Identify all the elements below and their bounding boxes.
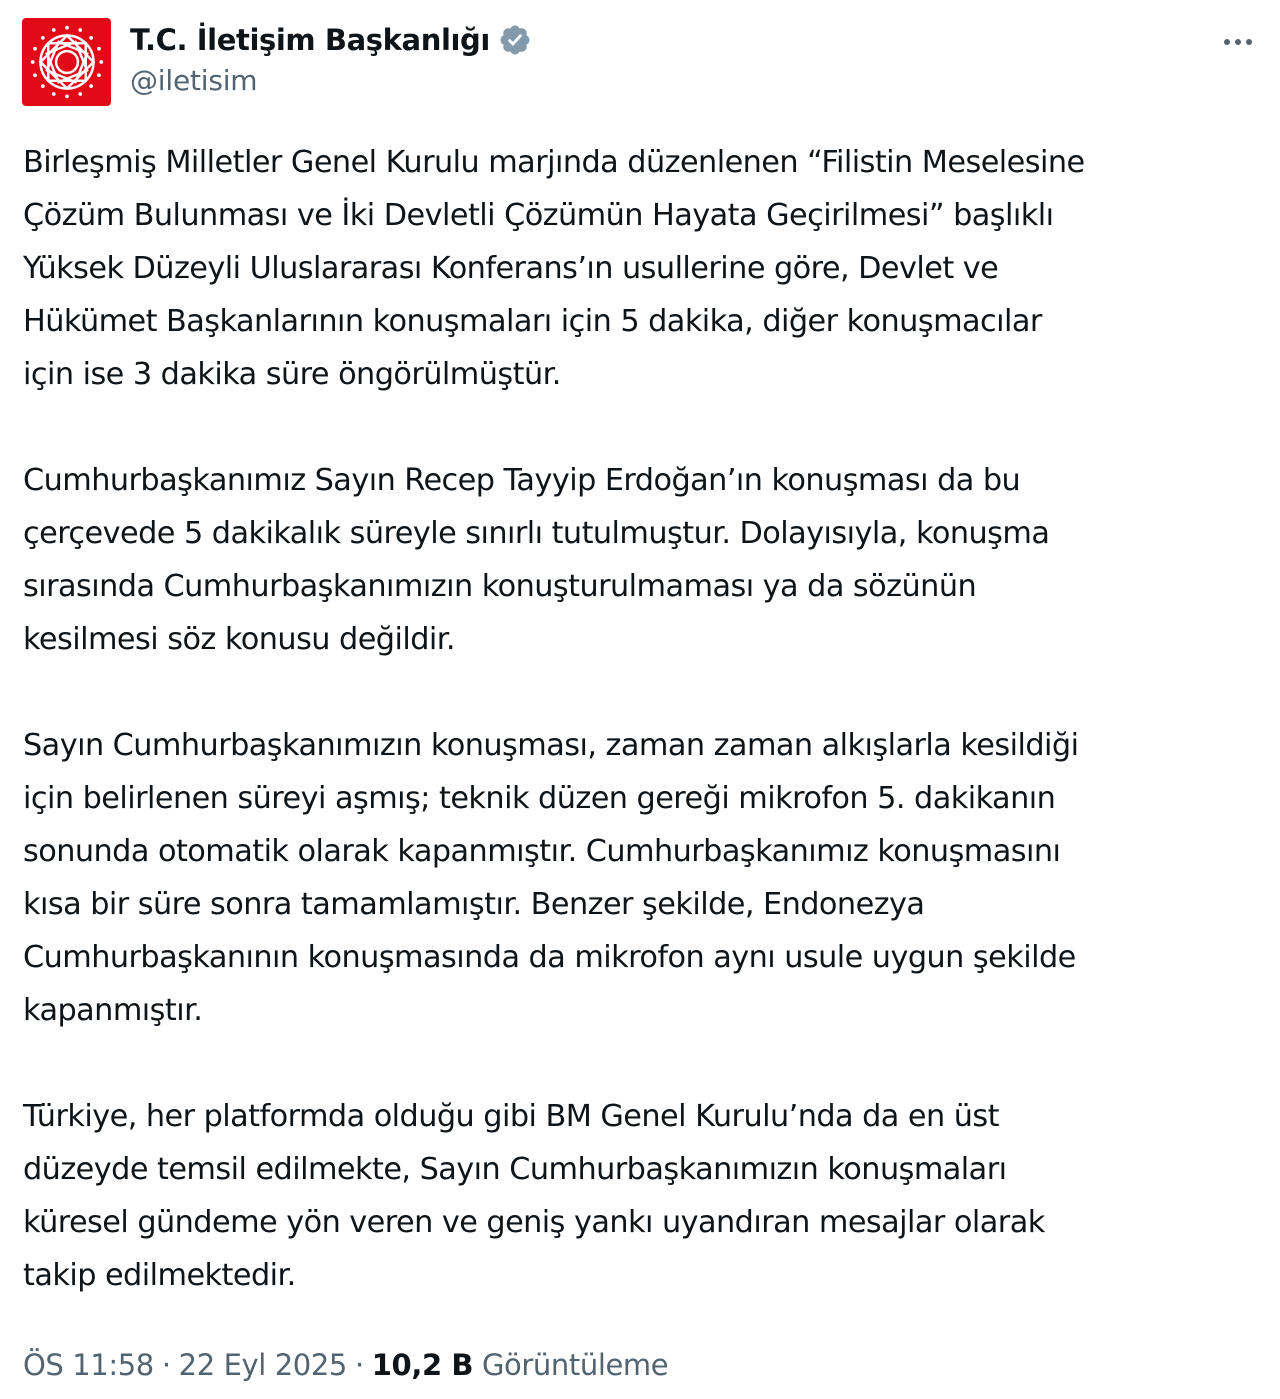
text-line: için belirlenen süreyi aşmış; teknik düzen gereği mikrofon 5. dakikanın — [23, 781, 1056, 816]
text-line: Türkiye, her platformda olduğu gibi BM Genel Kurulu’nda da en üst — [23, 1099, 999, 1134]
text-line: Cumhurbaşkanının konuşmasında da mikrofon aynı usule uygun şekilde — [23, 940, 1076, 975]
tweet-paragraph-4 — [23, 1090, 1275, 1302]
more-options-icon[interactable] — [1216, 22, 1260, 62]
meta-separator: · — [161, 1348, 171, 1382]
text-line: Sayın Cumhurbaşkanımızın konuşması, zaman zaman alkışlarla kesildiği — [23, 728, 1079, 763]
views-count: 10,2 B — [371, 1348, 474, 1382]
avatar[interactable] — [22, 18, 111, 106]
crescent-star-seal-icon — [28, 23, 106, 101]
text-line: takip edilmektedir. — [23, 1258, 296, 1293]
more-dot — [1224, 39, 1230, 45]
text-line: kesilmesi söz konusu değildir. — [23, 622, 455, 657]
text-line: Cumhurbaşkanımız Sayın Recep Tayyip Erdoğan’ın konuşması da bu — [23, 463, 1021, 498]
text-line: Çözüm Bulunması ve İki Devletli Çözümün Hayata Geçirilmesi” başlıklı — [23, 198, 1054, 233]
tweet-date: 22 Eyl 2025 — [178, 1348, 347, 1382]
text-line: sırasında Cumhurbaşkanımızın konuşturulmaması ya da sözünün — [23, 569, 977, 604]
tweet-time: ÖS 11:58 — [23, 1348, 154, 1382]
tweet-paragraph-3 — [23, 719, 1275, 1037]
text-line: çerçevede 5 dakikalık süreyle sınırlı tutulmuştur. Dolayısıyla, konuşma — [23, 516, 1050, 551]
author-names — [130, 20, 532, 97]
more-dot — [1235, 39, 1241, 45]
views-link[interactable] — [372, 1348, 668, 1382]
verified-badge-icon[interactable] — [498, 23, 532, 57]
display-name[interactable]: T.C. İletişim Başkanlığı — [130, 23, 490, 57]
text-line: kapanmıştır. — [23, 993, 203, 1028]
text-line: Birleşmiş Milletler Genel Kurulu marjında düzenlenen “Filistin Meselesine — [23, 145, 1085, 180]
text-line: düzeyde temsil edilmekte, Sayın Cumhurbaşkanımızın konuşmaları — [23, 1152, 1007, 1187]
tweet-text — [23, 136, 1275, 1302]
more-dot — [1246, 39, 1252, 45]
tweet-header — [22, 18, 1262, 108]
text-line: kısa bir süre sonra tamamlamıştır. Benzer şekilde, Endonezya — [23, 887, 925, 922]
meta-separator: · — [354, 1348, 364, 1382]
views-label: Görüntüleme — [481, 1348, 669, 1382]
text-line: sonunda otomatik olarak kapanmıştır. Cumhurbaşkanımız konuşmasını — [23, 834, 1061, 869]
tweet-timestamp[interactable] — [23, 1348, 347, 1382]
author-handle[interactable]: @iletisim — [130, 64, 258, 97]
text-line: Hükümet Başkanlarının konuşmaları için 5 dakika, diğer konuşmacılar — [23, 304, 1042, 339]
tweet-meta — [23, 1340, 668, 1390]
text-line: için ise 3 dakika süre öngörülmüştür. — [23, 357, 561, 392]
text-line: küresel gündeme yön veren ve geniş yankı uyandıran mesajlar olarak — [23, 1205, 1045, 1240]
tweet-paragraph-2 — [23, 454, 1275, 666]
tweet-paragraph-1 — [23, 136, 1275, 401]
display-name-row — [130, 20, 532, 60]
text-line: Yüksek Düzeyli Uluslararası Konferans’ın usullerine göre, Devlet ve — [23, 251, 999, 286]
